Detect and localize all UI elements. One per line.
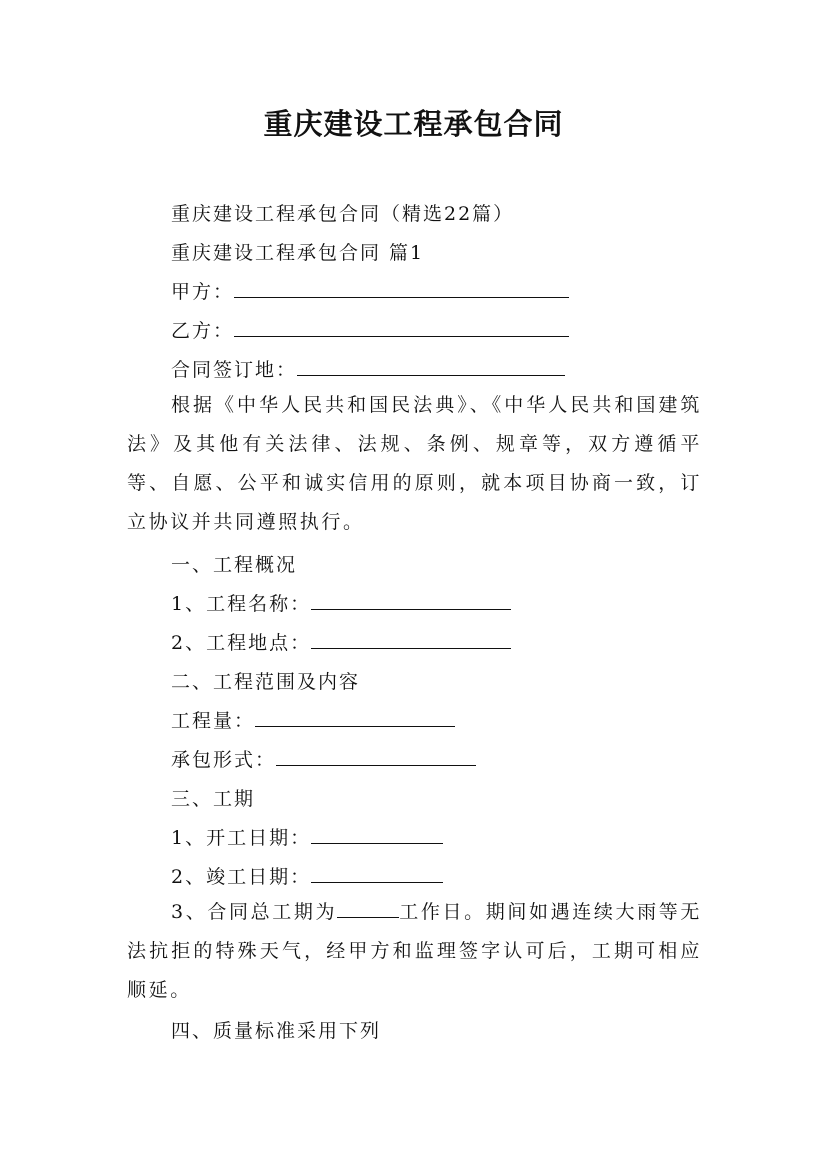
- document-subtitle: 重庆建设工程承包合同（精选22篇）: [171, 203, 515, 225]
- period-days-blank: [337, 899, 399, 918]
- end-date-row: [171, 862, 443, 889]
- contract-form-row: [171, 745, 476, 772]
- party-b-label: 乙方：: [171, 320, 235, 342]
- section-1-heading: 一、工程概况: [171, 554, 298, 576]
- section-2-heading: 二、工程范围及内容: [171, 671, 361, 693]
- start-date-blank: [311, 825, 443, 844]
- contract-form-label: 承包形式：: [171, 749, 277, 771]
- party-a-row: [171, 277, 569, 304]
- period-text-post: 工作日。期间如遇连续大雨等无法抗拒的特殊天气，经甲方和监理签字认可后，工期可相应顺延。: [127, 901, 703, 1001]
- quantity-label: 工程量：: [171, 710, 256, 732]
- quantity-row: [171, 706, 455, 733]
- end-date-blank: [311, 864, 443, 883]
- sign-place-blank: [297, 357, 565, 376]
- section-4-heading: 四、质量标准采用下列: [171, 1020, 382, 1042]
- period-paragraph: [127, 893, 702, 1010]
- document-title: 重庆建设工程承包合同: [263, 107, 564, 141]
- project-name-blank: [311, 591, 511, 610]
- project-name-row: [171, 589, 511, 616]
- start-date-label: 1、开工日期：: [171, 827, 312, 849]
- period-text-pre: 3、合同总工期为: [171, 901, 338, 923]
- project-location-row: [171, 628, 511, 655]
- sign-place-row: [171, 355, 565, 382]
- start-date-row: [171, 823, 443, 850]
- section-title: 重庆建设工程承包合同 篇1: [171, 242, 425, 264]
- end-date-label: 2、竣工日期：: [171, 866, 312, 888]
- sign-place-label: 合同签订地：: [171, 359, 298, 381]
- section-3-heading: 三、工期: [171, 788, 256, 810]
- party-a-blank: [234, 279, 569, 298]
- contract-form-blank: [276, 747, 476, 766]
- quantity-blank: [255, 708, 455, 727]
- party-a-label: 甲方：: [171, 281, 235, 303]
- party-b-blank: [234, 318, 569, 337]
- intro-paragraph: 根据《中华人民共和国民法典》、《中华人民共和国建筑法》及其他有关法律、法规、条例、规章等，双方遵循平等、自愿、公平和诚实信用的原则，就本项目协商一致，订立协议并共同遵照执行。: [127, 394, 702, 533]
- project-name-label: 1、工程名称：: [171, 593, 312, 615]
- project-location-label: 2、工程地点：: [171, 632, 312, 654]
- project-location-blank: [311, 630, 511, 649]
- party-b-row: [171, 316, 569, 343]
